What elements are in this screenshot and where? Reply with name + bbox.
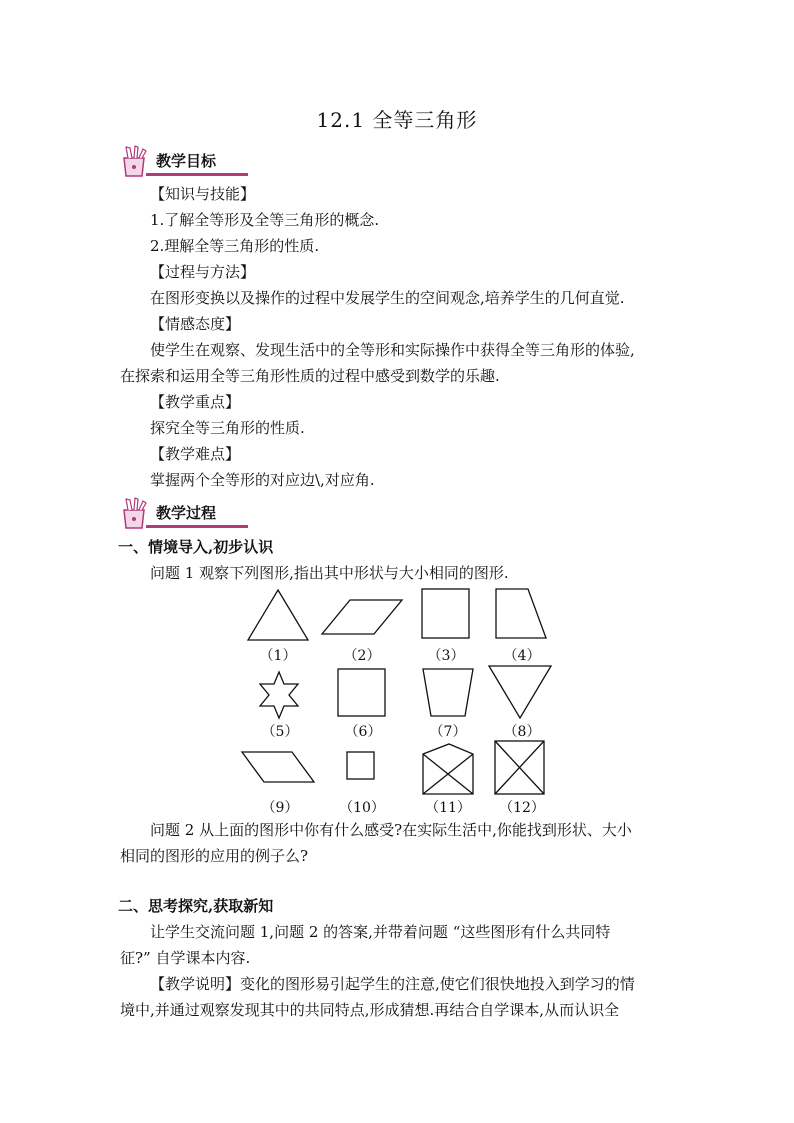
figure-square-x [421, 742, 475, 796]
key-label: 【教学重点】 [150, 393, 241, 411]
figure-label: （3） [427, 648, 465, 664]
figure-parallelogram [240, 750, 316, 784]
section-underline [146, 173, 248, 176]
question-1: 问题 1 观察下列图形,指出其中形状与大小相同的图形. [150, 564, 509, 582]
paragraph-1-line-1: 让学生交流问题 1,问题 2 的答案,并带着问题 “这些图形有什么共同特 [150, 923, 611, 941]
knowledge-item-1: 1.了解全等形及全等三角形的概念. [150, 211, 380, 229]
figure-label: （11） [425, 800, 471, 816]
section2-title: 二、思考探究,获取新知 [118, 897, 274, 915]
figure-label: （8） [503, 724, 541, 740]
section-label-goals: 教学目标 [156, 152, 217, 170]
paragraph-1-line-2: 征?” 自学课本内容. [120, 949, 251, 967]
section-header-goals [118, 144, 248, 178]
figure-rhombus [320, 598, 404, 636]
figure-label: （9） [261, 800, 299, 816]
knowledge-label: 【知识与技能】 [150, 185, 256, 203]
figure-label: （4） [503, 648, 541, 664]
method-label: 【过程与方法】 [150, 263, 256, 281]
attitude-text-2: 在探索和运用全等三角形性质的过程中感受到数学的乐趣. [120, 367, 500, 385]
section1-title: 一、情境导入,初步认识 [118, 538, 274, 556]
figure-label: （1） [259, 648, 297, 664]
figure-label: （2） [343, 648, 381, 664]
section-label-process: 教学过程 [156, 504, 217, 522]
key-text: 探究全等三角形的性质. [150, 419, 305, 437]
figure-label: （12） [499, 800, 545, 816]
figure-label: （6） [344, 724, 382, 740]
figure-trapezoid [421, 668, 475, 718]
figure-inverted-triangle [487, 664, 553, 720]
figure-square [421, 588, 471, 640]
section-underline [146, 525, 248, 528]
figure-star [256, 670, 302, 720]
attitude-label: 【情感态度】 [150, 315, 241, 333]
page-title: 12.1 全等三角形 [316, 108, 478, 132]
question-2-line-1: 问题 2 从上面的图形中你有什么感受?在实际生活中,你能找到形状、大小 [150, 821, 632, 839]
figure-label: （10） [339, 800, 385, 816]
method-text: 在图形变换以及操作的过程中发展学生的空间观念,培养学生的几何直觉. [150, 289, 625, 307]
difficulty-text: 掌握两个全等形的对应边\,对应角. [150, 471, 375, 489]
figure-square [337, 668, 387, 718]
figure-triangle [246, 588, 310, 642]
paragraph-2-line-2: 境中,并通过观察发现其中的共同特点,形成猜想.再结合自学课本,从而认识全 [120, 1001, 620, 1019]
figure-label: （7） [429, 724, 467, 740]
section-header-process [118, 496, 248, 530]
figure-trapezoid [494, 588, 548, 640]
figure-square-x [494, 740, 546, 796]
knowledge-item-2: 2.理解全等三角形的性质. [150, 237, 320, 255]
attitude-text-1: 使学生在观察、发现生活中的全等形和实际操作中获得全等三角形的体验, [150, 341, 635, 359]
question-2-line-2: 相同的图形的应用的例子么? [120, 847, 309, 865]
figure-label: （5） [261, 724, 299, 740]
paragraph-2-line-1: 【教学说明】变化的图形易引起学生的注意,使它们很快地投入到学习的情 [150, 975, 635, 993]
difficulty-label: 【教学难点】 [150, 445, 241, 463]
figure-small-square [346, 751, 376, 781]
